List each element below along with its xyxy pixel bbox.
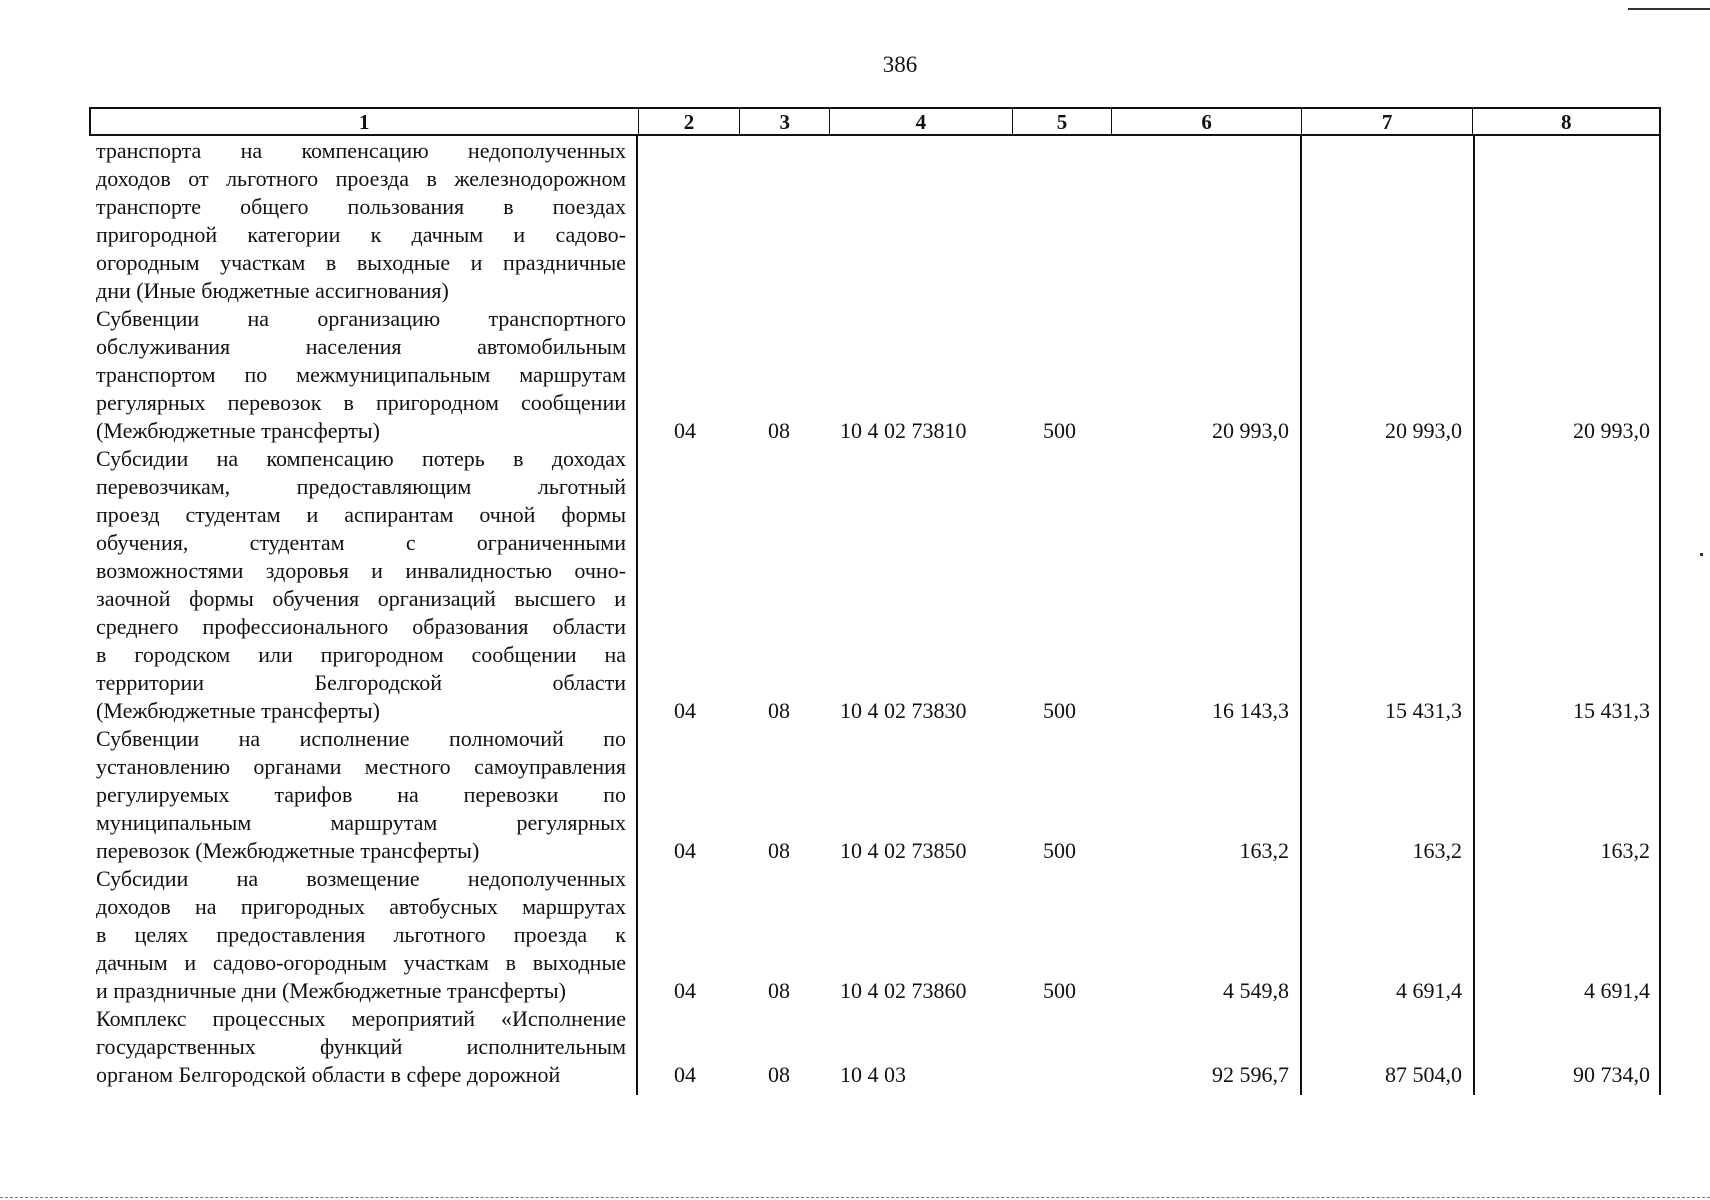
scan-artifact-line — [1628, 8, 1710, 10]
cell-col-5: 500 — [1043, 418, 1076, 443]
cell-col-2: 04 — [674, 978, 696, 1003]
description-line: транспорте общего пользования в поездах — [96, 194, 626, 219]
cell-col-3: 08 — [768, 838, 790, 863]
cell-col-5: 500 — [1043, 978, 1076, 1003]
description-line: Комплекс процессных мероприятий «Исполнение — [96, 1006, 626, 1031]
row-description — [96, 137, 626, 305]
description-line: государственных функций исполнительным — [96, 1034, 626, 1059]
table-border-line — [636, 136, 638, 1095]
description-line: среднего профессионального образования области — [96, 614, 626, 639]
description-line: регулируемых тарифов на перевозки по — [96, 782, 626, 807]
description-line: заочной формы обучения организаций высшего и — [96, 586, 626, 611]
row-description — [96, 865, 626, 1005]
description-line: обслуживания населения автомобильным — [96, 334, 626, 359]
scan-artifact-bottom-line — [0, 1197, 1710, 1199]
description-line: в городском или пригородном сообщении на — [96, 642, 626, 667]
description-line: регулярных перевозок в пригородном сообщении — [96, 390, 626, 415]
cell-col-6: 92 596,7 — [1212, 1062, 1289, 1087]
cell-col-2: 04 — [674, 1062, 696, 1087]
description-line: Субсидии на возмещение недополученных — [96, 866, 626, 891]
description-line: Субвенции на исполнение полномочий по — [96, 726, 626, 751]
table-header — [89, 107, 1661, 136]
description-line: доходов от льготного проезда в железнодорожном — [96, 166, 626, 191]
description-line: транспорта на компенсацию недополученных — [96, 138, 626, 163]
cell-col-2: 04 — [674, 838, 696, 863]
cell-col-8: 4 691,4 — [1584, 978, 1650, 1003]
scan-artifact-dot — [1700, 553, 1703, 556]
cell-col-6: 20 993,0 — [1212, 418, 1289, 443]
row-description — [96, 305, 626, 445]
column-header-1: 1 — [91, 109, 639, 134]
description-line: (Межбюджетные трансферты) — [96, 698, 380, 723]
cell-col-6: 4 549,8 — [1223, 978, 1289, 1003]
description-line: установлению органами местного самоуправления — [96, 754, 626, 779]
row-description — [96, 445, 626, 725]
cell-col-3: 08 — [768, 978, 790, 1003]
description-line: возможностями здоровья и инвалидностью очно- — [96, 558, 626, 583]
cell-col-5: 500 — [1043, 698, 1076, 723]
column-header-7: 7 — [1302, 109, 1474, 134]
description-line: (Межбюджетные трансферты) — [96, 418, 380, 443]
description-line: перевозчикам, предоставляющим льготный — [96, 474, 626, 499]
cell-col-6: 163,2 — [1239, 838, 1289, 863]
table-border-line — [1300, 136, 1302, 1095]
cell-col-4: 10 4 02 73860 — [840, 978, 967, 1003]
cell-col-4: 10 4 02 73850 — [840, 838, 967, 863]
cell-col-8: 20 993,0 — [1573, 418, 1650, 443]
description-line: и праздничные дни (Межбюджетные трансферты) — [96, 978, 566, 1003]
cell-col-7: 20 993,0 — [1385, 418, 1462, 443]
description-line: транспортом по межмуниципальным маршрутам — [96, 362, 626, 387]
cell-col-5: 500 — [1043, 838, 1076, 863]
cell-col-7: 163,2 — [1412, 838, 1462, 863]
cell-col-8: 15 431,3 — [1573, 698, 1650, 723]
description-line: муниципальным маршрутам регулярных — [96, 810, 626, 835]
cell-col-8: 163,2 — [1600, 838, 1650, 863]
description-line: доходов на пригородных автобусных маршрутах — [96, 894, 626, 919]
column-header-3: 3 — [740, 109, 830, 134]
cell-col-2: 04 — [674, 698, 696, 723]
cell-col-7: 87 504,0 — [1385, 1062, 1462, 1087]
description-line: проезд студентам и аспирантам очной формы — [96, 502, 626, 527]
row-description — [96, 1005, 626, 1089]
page-number: 386 — [882, 52, 918, 77]
description-line: обучения, студентам с ограниченными — [96, 530, 626, 555]
cell-col-4: 10 4 02 73810 — [840, 418, 967, 443]
table-border-line — [1659, 136, 1661, 1095]
cell-col-3: 08 — [768, 1062, 790, 1087]
cell-col-7: 4 691,4 — [1396, 978, 1462, 1003]
cell-col-7: 15 431,3 — [1385, 698, 1462, 723]
row-description — [96, 725, 626, 865]
description-line: огородным участкам в выходные и праздничные — [96, 250, 626, 275]
description-line: пригородной категории к дачным и садово- — [96, 222, 626, 247]
cell-col-8: 90 734,0 — [1573, 1062, 1650, 1087]
description-line: Субвенции на организацию транспортного — [96, 306, 626, 331]
cell-col-4: 10 4 02 73830 — [840, 698, 967, 723]
column-header-8: 8 — [1560, 110, 1572, 134]
description-line: территории Белгородской области — [96, 670, 626, 695]
column-header-4: 4 — [830, 109, 1013, 134]
cell-col-2: 04 — [674, 418, 696, 443]
cell-col-3: 08 — [768, 698, 790, 723]
column-header-6: 6 — [1112, 109, 1302, 134]
column-header-2: 2 — [639, 109, 741, 134]
description-line: Субсидии на компенсацию потерь в доходах — [96, 446, 626, 471]
description-line: перевозок (Межбюджетные трансферты) — [96, 838, 480, 863]
description-line: дачным и садово-огородным участкам в выходные — [96, 950, 626, 975]
cell-col-4: 10 4 03 — [840, 1062, 906, 1087]
description-line: в целях предоставления льготного проезда к — [96, 922, 626, 947]
cell-col-3: 08 — [768, 418, 790, 443]
column-header-5: 5 — [1013, 109, 1113, 134]
description-line: дни (Иные бюджетные ассигнования) — [96, 278, 449, 303]
cell-col-6: 16 143,3 — [1212, 698, 1289, 723]
table-border-line — [1473, 136, 1475, 1095]
description-line: органом Белгородской области в сфере дорожной — [96, 1062, 561, 1087]
